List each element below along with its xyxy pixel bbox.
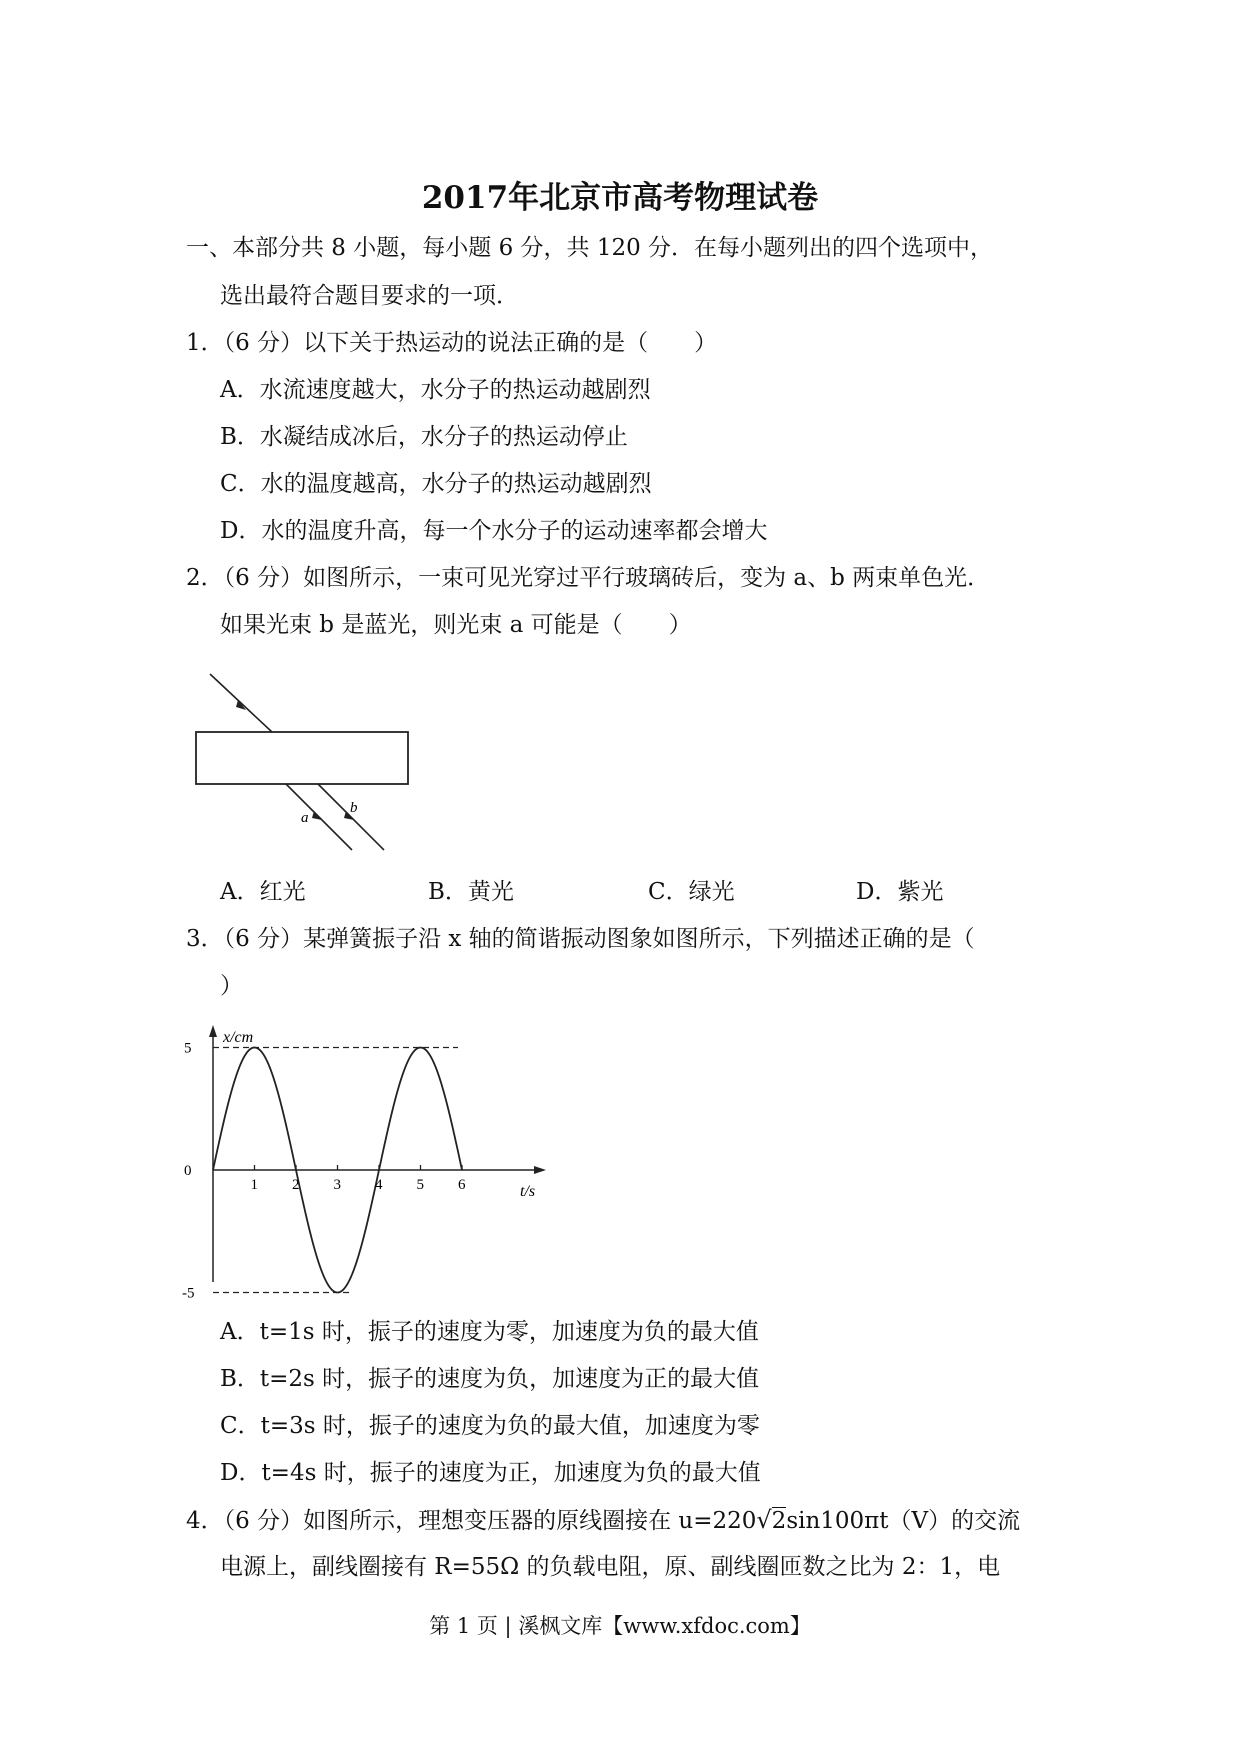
x-tick-label: 2 xyxy=(292,1177,300,1193)
q3-option-c: C．t=3s 时，振子的速度为负的最大值，加速度为零 xyxy=(220,1413,760,1439)
y-axis-arrow xyxy=(209,1025,217,1037)
label-b: b xyxy=(350,800,358,816)
q2-stem-cont: 如果光束 b 是蓝光，则光束 a 可能是（ ） xyxy=(220,612,692,638)
x-tick-label: 6 xyxy=(458,1177,466,1193)
q3-option-a: A．t=1s 时，振子的速度为零，加速度为负的最大值 xyxy=(220,1319,759,1345)
q4-sqrt-value: 2 xyxy=(771,1508,787,1534)
q4-stem-post: sin100πt（V）的交流 xyxy=(786,1508,1021,1534)
q3-option-d: D．t=4s 时，振子的速度为正，加速度为负的最大值 xyxy=(220,1460,761,1486)
q2-option-a: A．红光 xyxy=(220,879,306,905)
y-tick-label: 5 xyxy=(184,1040,192,1057)
label-a: a xyxy=(301,810,309,826)
sqrt-sign: √ xyxy=(756,1506,772,1534)
x-tick-label: 3 xyxy=(333,1177,341,1193)
q3-stem-cont: ） xyxy=(220,973,243,999)
y-tick-label: 0 xyxy=(184,1163,192,1179)
q2-stem: 2．（6 分）如图所示，一束可见光穿过平行玻璃砖后，变为 a、b 两束单色光． xyxy=(186,565,991,591)
section-heading: 一、本部分共 8 小题，每小题 6 分，共 120 分．在每小题列出的四个选项中， xyxy=(186,235,994,261)
q4-stem-cont: 电源上，副线圈接有 R=55Ω 的负载电阻，原、副线圈匝数之比为 2：1，电 xyxy=(220,1554,1001,1580)
section-heading-cont: 选出最符合题目要求的一项． xyxy=(220,283,519,309)
glass-slab xyxy=(196,732,408,784)
x-axis-label: t/s xyxy=(520,1183,536,1200)
page-title: 2017年北京市高考物理试卷 xyxy=(421,180,819,216)
q1-option-d: D．水的温度升高，每一个水分子的运动速率都会增大 xyxy=(220,518,768,544)
q1-option-a: A．水流速度越大，水分子的热运动越剧烈 xyxy=(220,377,651,403)
q3-option-b: B．t=2s 时，振子的速度为负，加速度为正的最大值 xyxy=(220,1366,760,1392)
x-tick-label: 1 xyxy=(250,1177,258,1193)
x-tick-label: 4 xyxy=(375,1177,383,1193)
q3-stem: 3．（6 分）某弹簧振子沿 x 轴的简谐振动图象如图所示，下列描述正确的是（ xyxy=(186,926,975,952)
q2-option-d: D．紫光 xyxy=(856,879,944,905)
page-footer: 第 1 页 | 溪枫文库【www.xfdoc.com】 xyxy=(429,1614,811,1638)
shm-chart xyxy=(182,1020,550,1302)
y-axis-label: x/cm xyxy=(223,1029,254,1046)
glass-slab-figure xyxy=(180,660,430,860)
q2-option-c: C．绿光 xyxy=(648,879,735,905)
incident-ray xyxy=(210,674,272,732)
x-axis-arrow xyxy=(534,1166,546,1174)
y-tick-label: -5 xyxy=(182,1285,195,1302)
q1-option-c: C．水的温度越高，水分子的热运动越剧烈 xyxy=(220,471,652,497)
q1-option-b: B．水凝结成冰后，水分子的热运动停止 xyxy=(220,424,628,450)
q2-option-b: B．黄光 xyxy=(428,879,514,905)
q1-stem: 1．（6 分）以下关于热运动的说法正确的是（ ） xyxy=(186,330,718,356)
incident-arrow xyxy=(236,700,246,710)
x-tick-label: 5 xyxy=(416,1177,424,1193)
q4-stem xyxy=(186,1505,1020,1536)
q4-stem-pre: 4．（6 分）如图所示，理想变压器的原线圈接在 u=220 xyxy=(186,1508,757,1534)
